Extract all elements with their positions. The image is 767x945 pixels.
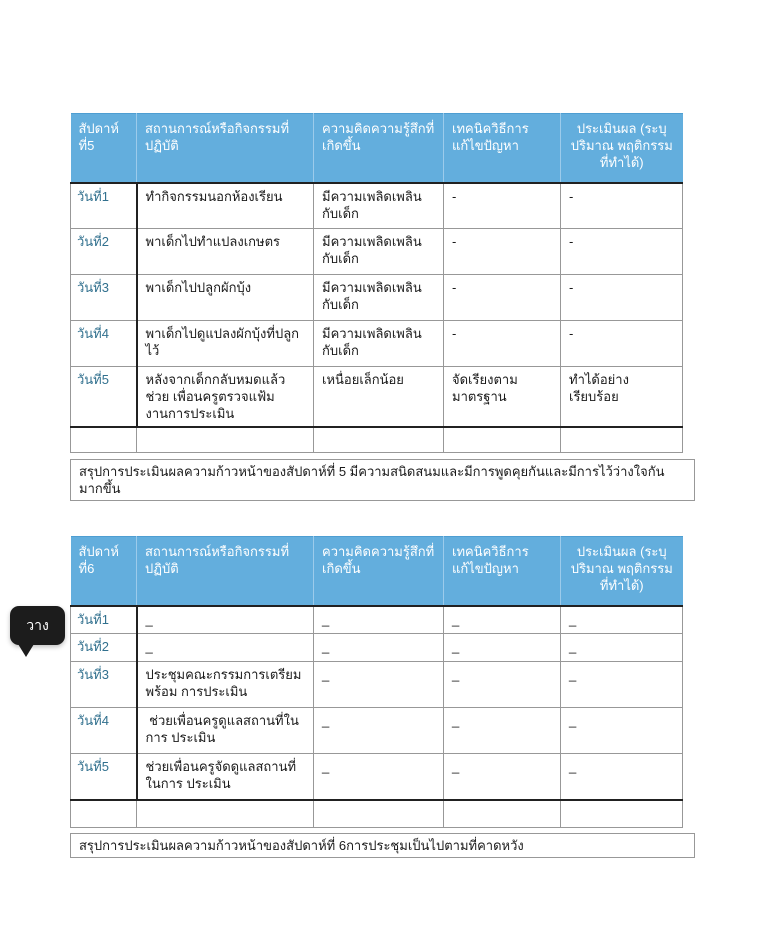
- cell-evaluation[interactable]: -: [561, 321, 683, 367]
- cell-technique[interactable]: [444, 800, 561, 828]
- cell-technique[interactable]: _: [444, 754, 561, 800]
- cell-activity[interactable]: _: [137, 634, 314, 662]
- cell-evaluation[interactable]: _: [561, 708, 683, 754]
- tooltip-pointer-icon: [18, 644, 34, 657]
- cell-feeling[interactable]: มีความเพลิดเพลิน กับเด็ก: [314, 321, 444, 367]
- table-row: [71, 321, 683, 367]
- cell-activity[interactable]: ช่วยเพื่อนครูดูแลสถานที่ในการ ประเมิน: [137, 708, 314, 754]
- cell-activity[interactable]: หลังจากเด็กกลับหมดแล้วช่วย เพื่อนครูตรวจแฟ้มงานการประเมิน: [137, 367, 314, 428]
- cell-evaluation[interactable]: -: [561, 229, 683, 275]
- day-link[interactable]: วันที่3: [77, 667, 109, 682]
- day-link[interactable]: วันที่2: [77, 639, 109, 654]
- header-evaluation[interactable]: ประเมินผล (ระบุปริมาณ พฤติกรรมที่ทำได้): [561, 537, 683, 606]
- cell-technique[interactable]: -: [444, 321, 561, 367]
- table-row: [71, 275, 683, 321]
- header-feelings[interactable]: ความคิดความรู้สึกที่เกิดขึ้น: [314, 114, 444, 183]
- table-row-empty: [71, 427, 683, 452]
- cell-technique[interactable]: _: [444, 606, 561, 634]
- cell-activity[interactable]: [137, 427, 314, 452]
- cell-activity[interactable]: พาเด็กไปทำแปลงเกษตร: [137, 229, 314, 275]
- cell-technique[interactable]: _: [444, 662, 561, 708]
- day-link[interactable]: วันที่1: [77, 188, 109, 204]
- cell-feeling[interactable]: _: [314, 754, 444, 800]
- cell-activity[interactable]: ทำกิจกรรมนอกห้องเรียน: [137, 183, 314, 229]
- cell-technique[interactable]: _: [444, 634, 561, 662]
- cell-day[interactable]: [71, 427, 137, 452]
- header-feelings[interactable]: ความคิดความรู้สึกที่เกิดขึ้น: [314, 537, 444, 606]
- week6-summary[interactable]: สรุปการประเมินผลความก้าวหน้าของสัปดาห์ที่ 6การประชุมเป็นไปตามที่คาดหวัง: [70, 833, 695, 858]
- cell-evaluation[interactable]: ทำได้อย่างเรียบร้อย: [561, 367, 683, 428]
- cell-feeling[interactable]: เหนื่อยเล็กน้อย: [314, 367, 444, 428]
- cell-day[interactable]: [71, 606, 137, 634]
- paste-tooltip[interactable]: [10, 606, 65, 645]
- header-technique[interactable]: เทคนิควิธีการแก้ไขปัญหา: [444, 537, 561, 606]
- day-link[interactable]: วันที่2: [77, 234, 109, 249]
- cell-technique[interactable]: _: [444, 708, 561, 754]
- cell-activity[interactable]: ประชุมคณะกรรมการเตรียมพร้อม การประเมิน: [137, 662, 314, 708]
- header-situation[interactable]: สถานการณ์หรือกิจกรรมที่ปฏิบัติ: [137, 114, 314, 183]
- cell-evaluation[interactable]: _: [561, 606, 683, 634]
- header-evaluation[interactable]: ประเมินผล (ระบุปริมาณ พฤติกรรมที่ทำได้): [561, 114, 683, 183]
- cell-activity[interactable]: พาเด็กไปดูแปลงผักบุ้งที่ปลูกไว้: [137, 321, 314, 367]
- cell-feeling[interactable]: มีความเพลิดเพลิน กับเด็ก: [314, 229, 444, 275]
- cell-feeling[interactable]: _: [314, 606, 444, 634]
- cell-activity[interactable]: พาเด็กไปปลูกผักบุ้ง: [137, 275, 314, 321]
- table-row: [71, 229, 683, 275]
- week6-table: [70, 536, 683, 828]
- cell-feeling[interactable]: _: [314, 634, 444, 662]
- paste-label: วาง: [26, 616, 49, 633]
- week5-table: [70, 113, 683, 453]
- cell-day[interactable]: [71, 708, 137, 754]
- table-row: [71, 606, 683, 634]
- cell-day[interactable]: [71, 662, 137, 708]
- cell-evaluation[interactable]: [561, 800, 683, 828]
- week6-section: [70, 536, 695, 858]
- week-label-cell[interactable]: สัปดาห์ที่5: [71, 114, 137, 183]
- cell-technique[interactable]: จัดเรียงตาม มาตรฐาน: [444, 367, 561, 428]
- table-row: [71, 662, 683, 708]
- cell-evaluation[interactable]: _: [561, 634, 683, 662]
- cell-feeling[interactable]: มีความเพลิดเพลิน กับเด็ก: [314, 275, 444, 321]
- cell-feeling[interactable]: _: [314, 662, 444, 708]
- week6-header-row: [71, 537, 683, 606]
- week-label-cell[interactable]: สัปดาห์ที่6: [71, 537, 137, 606]
- table-row: [71, 367, 683, 428]
- cell-evaluation[interactable]: [561, 427, 683, 452]
- day-link[interactable]: วันที่3: [77, 280, 109, 295]
- cell-day[interactable]: [71, 275, 137, 321]
- cell-technique[interactable]: -: [444, 275, 561, 321]
- cell-feeling[interactable]: _: [314, 708, 444, 754]
- cell-activity[interactable]: [137, 800, 314, 828]
- cell-day[interactable]: [71, 229, 137, 275]
- cell-day[interactable]: [71, 800, 137, 828]
- cell-technique[interactable]: -: [444, 183, 561, 229]
- cell-day[interactable]: [71, 754, 137, 800]
- table-row: [71, 183, 683, 229]
- day-link[interactable]: วันที่4: [77, 326, 109, 341]
- day-link[interactable]: วันที่4: [77, 713, 109, 728]
- table-row: [71, 634, 683, 662]
- header-technique[interactable]: เทคนิควิธีการแก้ไขปัญหา: [444, 114, 561, 183]
- cell-evaluation[interactable]: -: [561, 183, 683, 229]
- day-link[interactable]: วันที่1: [77, 611, 109, 627]
- week5-header-row: [71, 114, 683, 183]
- day-link[interactable]: วันที่5: [77, 759, 109, 774]
- cell-activity[interactable]: _: [137, 606, 314, 634]
- cell-day[interactable]: [71, 367, 137, 428]
- cell-day[interactable]: [71, 183, 137, 229]
- cell-activity[interactable]: ช่วยเพื่อนครูจัดดูแลสถานที่ในการ ประเมิน: [137, 754, 314, 800]
- cell-evaluation[interactable]: _: [561, 662, 683, 708]
- cell-feeling[interactable]: [314, 427, 444, 452]
- table-row-empty: [71, 800, 683, 828]
- day-link[interactable]: วันที่5: [77, 372, 109, 387]
- cell-technique[interactable]: -: [444, 229, 561, 275]
- week5-summary[interactable]: สรุปการประเมินผลความก้าวหน้าของสัปดาห์ที่ 5 มีความสนิดสนมและมีการพูดคุยกันและมีการไว้ว่างใจกันมากขึ้น: [70, 459, 695, 501]
- cell-feeling[interactable]: มีความเพลิดเพลิน กับเด็ก: [314, 183, 444, 229]
- table-row: [71, 708, 683, 754]
- cell-evaluation[interactable]: _: [561, 754, 683, 800]
- cell-day[interactable]: [71, 634, 137, 662]
- cell-technique[interactable]: [444, 427, 561, 452]
- table-row: [71, 754, 683, 800]
- week5-section: [70, 113, 695, 501]
- header-situation[interactable]: สถานการณ์หรือกิจกรรมที่ปฏิบัติ: [137, 537, 314, 606]
- cell-feeling[interactable]: [314, 800, 444, 828]
- cell-day[interactable]: [71, 321, 137, 367]
- cell-evaluation[interactable]: -: [561, 275, 683, 321]
